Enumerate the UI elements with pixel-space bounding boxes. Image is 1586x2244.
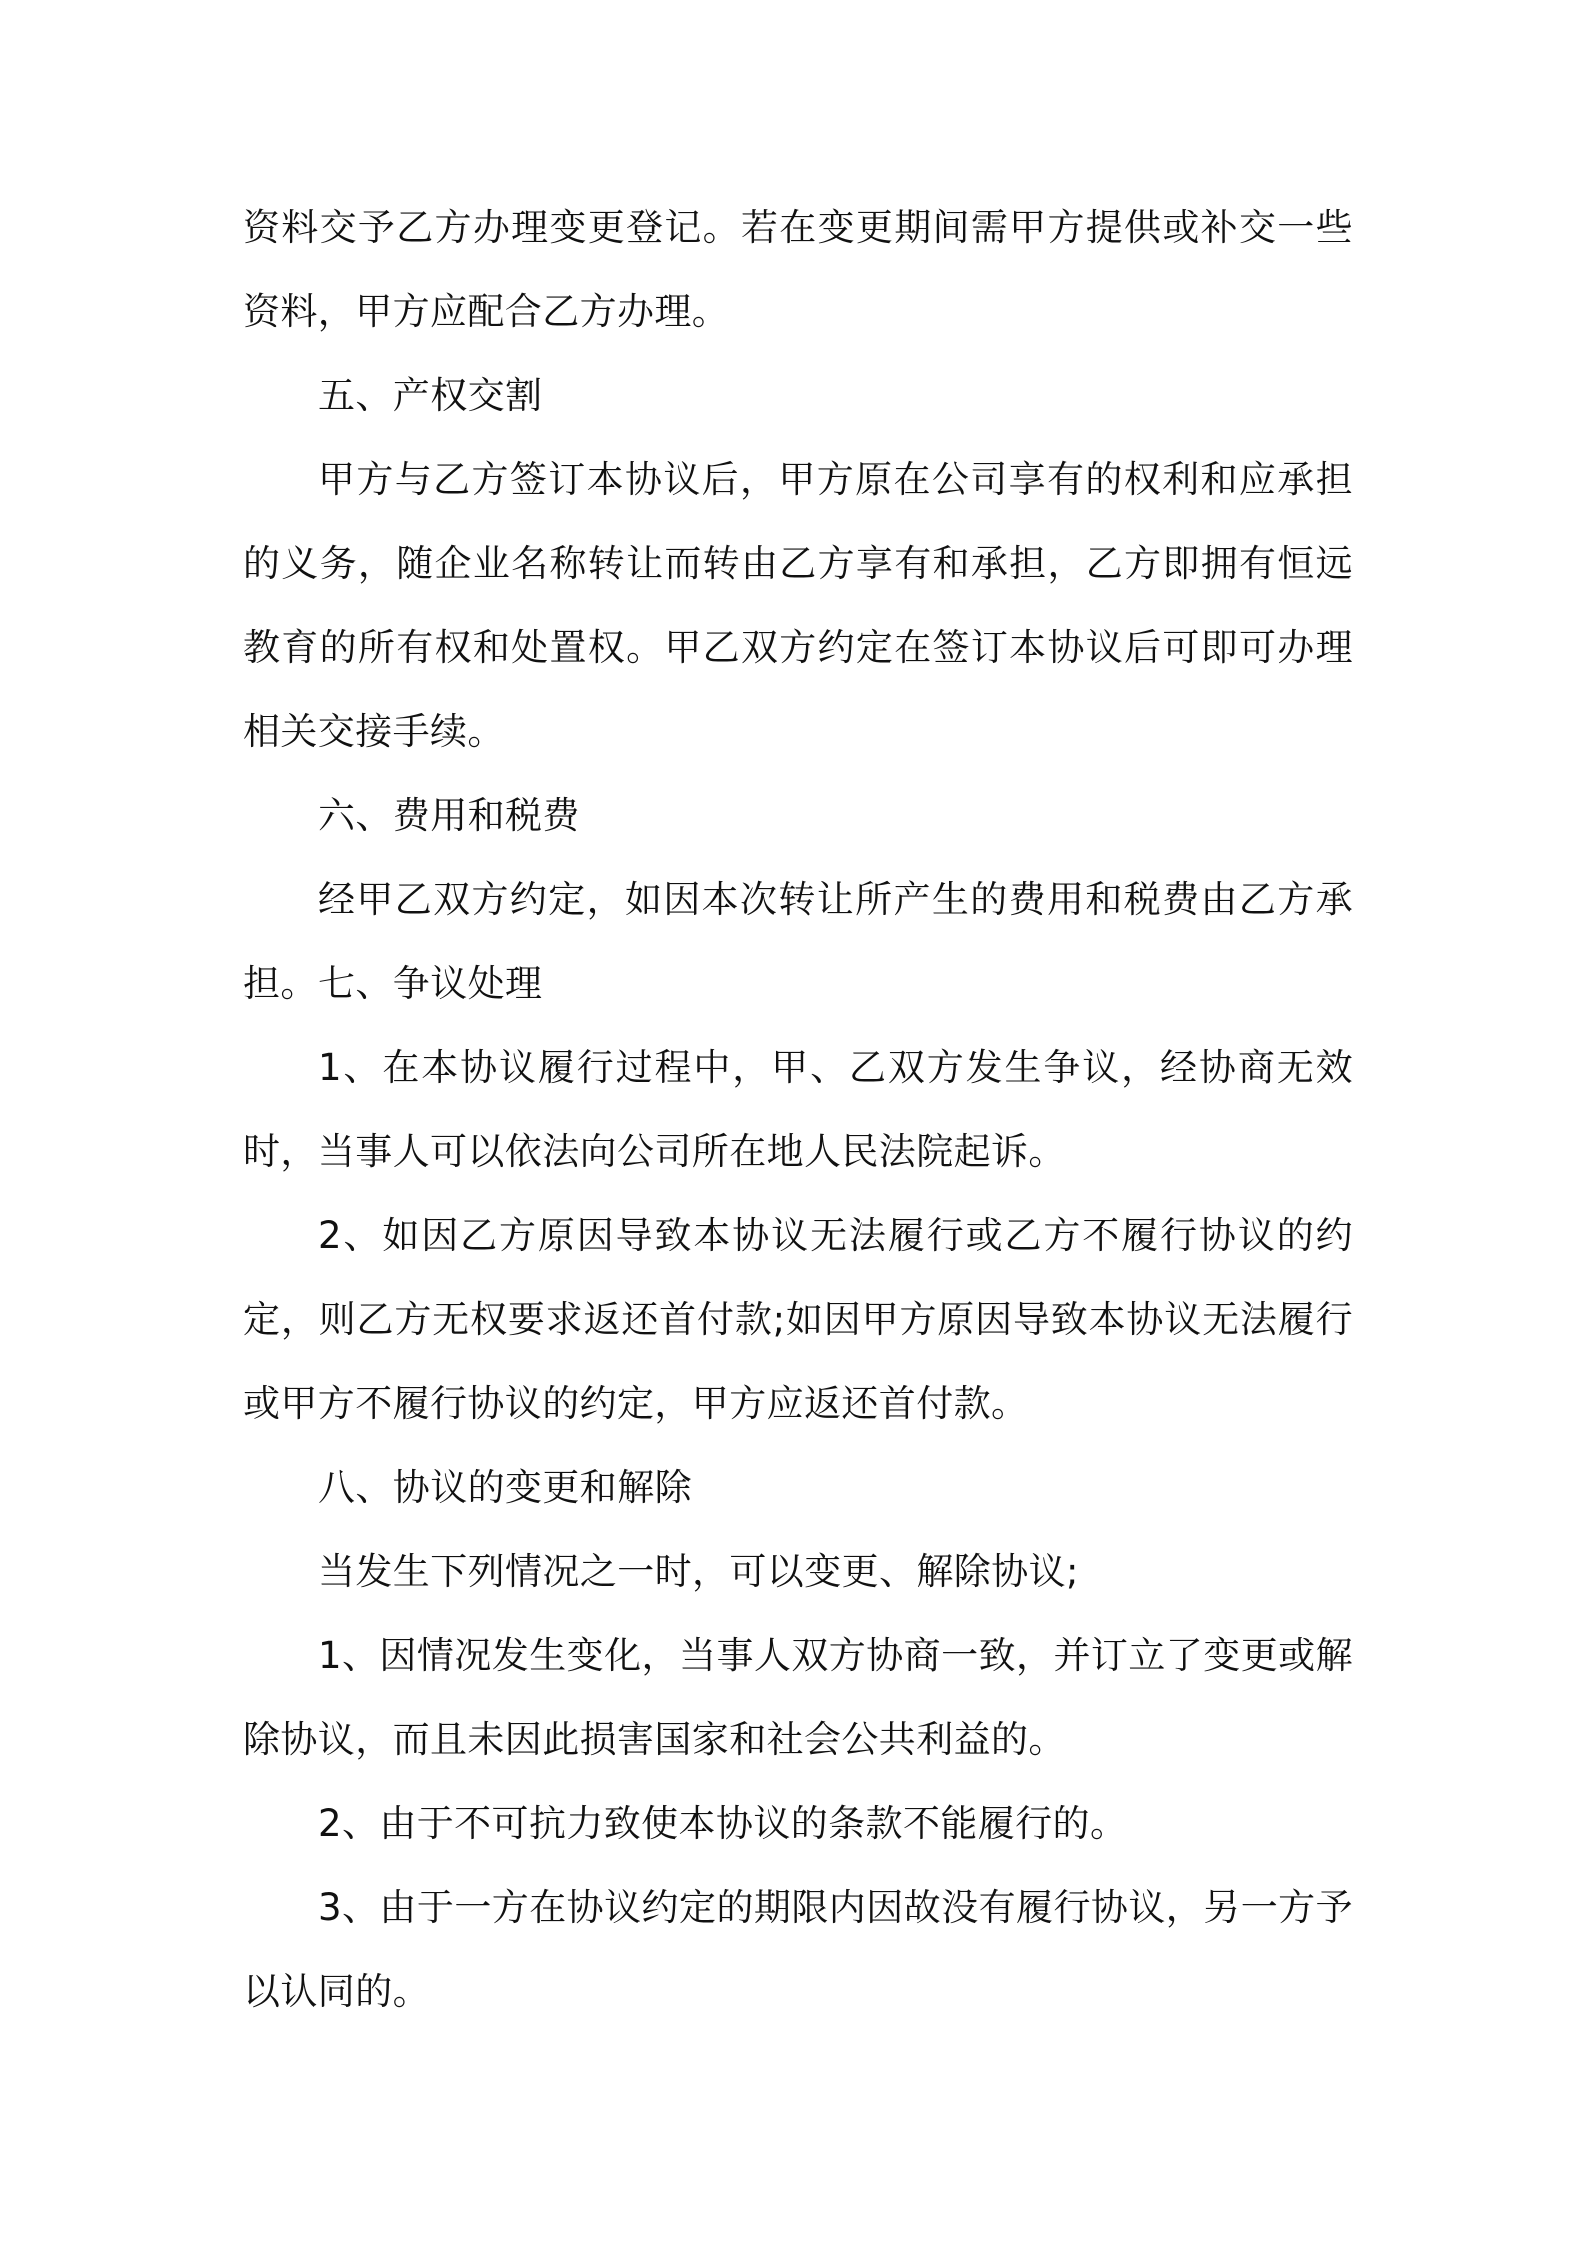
- paragraph-dispute-1: 1、在本协议履行过程中，甲、乙双方发生争议，经协商无效时，当事人可以依法向公司所在地人民法院起诉。: [243, 1046, 1353, 1173]
- section-heading-6: 六、费用和税费: [318, 794, 580, 837]
- paragraph-change-intro: 当发生下列情况之一时，可以变更、解除协议;: [318, 1550, 1079, 1593]
- section-heading-5: 五、产权交割: [318, 374, 543, 417]
- paragraph-change-3: 3、由于一方在协议约定的期限内因故没有履行协议，另一方予以认同的。: [243, 1886, 1353, 2013]
- paragraph-change-1: 1、因情况发生变化，当事人双方协商一致，并订立了变更或解除协议，而且未因此损害国家和社会公共利益的。: [243, 1634, 1353, 1761]
- section-heading-8: 八、协议的变更和解除: [318, 1466, 692, 1509]
- paragraph-property-transfer: 甲方与乙方签订本协议后，甲方原在公司享有的权利和应承担的义务，随企业名称转让而转由乙方享有和承担，乙方即拥有恒远教育的所有权和处置权。甲乙双方约定在签订本协议后可即可办理相关交接手续。: [243, 458, 1353, 753]
- paragraph-dispute-2: 2、如因乙方原因导致本协议无法履行或乙方不履行协议的约定，则乙方无权要求返还首付款;如因甲方原因导致本协议无法履行或甲方不履行协议的约定，甲方应返还首付款。: [243, 1214, 1353, 1425]
- paragraph-fees: 经甲乙双方约定，如因本次转让所产生的费用和税费由乙方承担。: [243, 878, 1353, 1005]
- section-heading-7: 七、争议处理: [318, 962, 543, 1005]
- paragraph-continuation: 资料交予乙方办理变更登记。若在变更期间需甲方提供或补交一些资料，甲方应配合乙方办理。: [243, 206, 1353, 333]
- paragraph-change-2: 2、由于不可抗力致使本协议的条款不能履行的。: [318, 1802, 1128, 1845]
